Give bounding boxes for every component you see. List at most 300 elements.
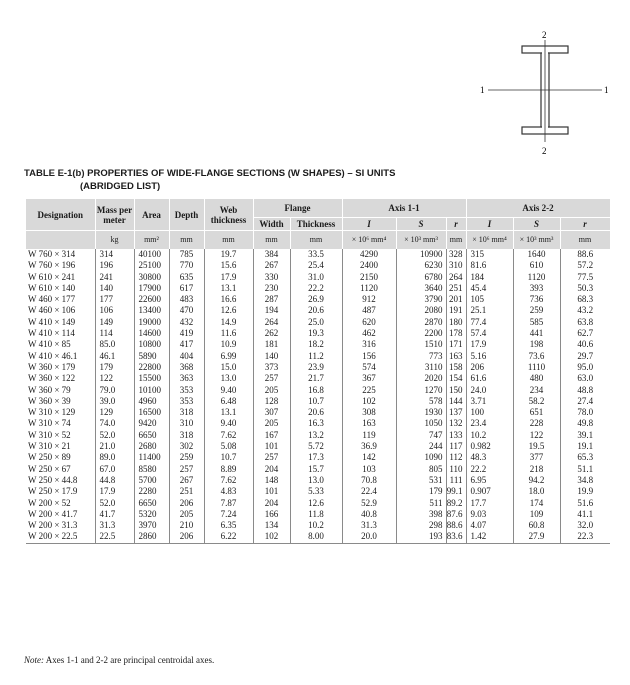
cell-mass: 44.8 [95,475,134,486]
cell-flange-width: 267 [253,260,290,271]
cell-axis22-r: 68.3 [560,294,610,305]
cell-flange-width: 373 [253,362,290,373]
unit-axis22-r: mm [560,231,610,250]
table-row [26,452,610,463]
cell-axis22-S: 174 [513,498,560,509]
cell-depth: 417 [169,339,204,350]
cell-flange-thickness: 5.72 [290,441,342,452]
cell-mass: 241 [95,272,134,283]
cell-designation: W 410 × 114 [28,328,75,339]
table-row [26,283,610,294]
cell-axis11-r: 87.6 [446,509,466,520]
cell-axis22-r: 63.8 [560,317,610,328]
cell-mass: 79.0 [95,385,134,396]
cell-flange-thickness: 8.00 [290,531,342,543]
header-axis-1-1: Axis 1-1 [342,199,466,218]
header-axis22-I: I [466,218,513,231]
cell-axis22-S: 610 [513,260,560,271]
cell-area: 2860 [134,531,169,543]
cell-designation: W 200 × 22.5 [26,531,95,543]
table-label: TABLE E-1(b) [24,168,85,179]
cell-axis22-S: 218 [513,464,560,475]
cell-axis11-S: 2870 [396,317,446,328]
cell-mass: 129 [95,407,134,418]
cell-area: 5700 [134,475,169,486]
cell-axis11-S: 578 [396,396,446,407]
header-flange-thickness: Thickness [290,218,342,231]
cell-web-thickness: 8.89 [204,464,253,475]
cell-flange-width: 181 [253,339,290,350]
cell-axis22-r: 48.8 [560,385,610,396]
wide-flange-cross-section-diagram [470,30,620,160]
cell-flange-width: 140 [253,351,290,362]
unit-axis22-I: × 10⁶ mm⁴ [466,231,513,250]
cell-flange-width: 384 [253,249,290,260]
cell-axis22-I: 0.982 [466,441,513,452]
cell-axis22-r: 22.3 [560,531,610,543]
cell-web-thickness: 9.40 [204,385,253,396]
cell-axis11-r: 191 [446,305,466,316]
cell-depth: 267 [169,475,204,486]
cell-axis22-I: 1.42 [466,531,513,543]
cell-flange-width: 257 [253,452,290,463]
cell-axis22-I: 22.2 [466,464,513,475]
cell-axis11-r: 137 [446,407,466,418]
unit-mass: kg [95,231,134,250]
cell-area: 30800 [134,272,169,283]
cell-axis11-r: 328 [446,249,466,260]
cell-mass: 314 [95,249,134,260]
note-label: Note: [24,655,44,665]
cell-axis11-r: 88.6 [446,520,466,531]
cell-axis22-r: 19.9 [560,486,610,497]
cell-depth: 635 [169,272,204,283]
cell-axis11-S: 1930 [396,407,446,418]
cell-axis11-I: 2400 [342,260,396,271]
cell-mass: 46.1 [95,351,134,362]
cell-web-thickness: 6.35 [204,520,253,531]
cell-axis22-I: 5.16 [466,351,513,362]
header-axis11-I: I [342,218,396,231]
cell-area: 17900 [134,283,169,294]
cell-axis11-I: 119 [342,430,396,441]
cell-axis11-r: 132 [446,418,466,429]
cell-flange-width: 128 [253,396,290,407]
table-row [26,520,610,531]
table-note [24,655,214,665]
cell-web-thickness: 16.6 [204,294,253,305]
cell-flange-thickness: 16.8 [290,385,342,396]
cell-axis11-r: 171 [446,339,466,350]
cell-flange-thickness: 19.3 [290,328,342,339]
cell-depth: 419 [169,328,204,339]
cell-axis11-I: 22.4 [342,486,396,497]
cell-axis22-r: 57.2 [560,260,610,271]
cell-flange-width: 205 [253,385,290,396]
cell-axis22-S: 651 [513,407,560,418]
cell-area: 10800 [134,339,169,350]
cell-designation: W 250 × 17.9 [28,486,78,497]
cell-axis11-r: 163 [446,351,466,362]
cell-mass: 85.0 [95,339,134,350]
cell-flange-width: 166 [253,509,290,520]
unit-designation [26,231,95,250]
cell-axis22-S: 19.5 [513,441,560,452]
unit-width: mm [253,231,290,250]
cell-flange-width: 307 [253,407,290,418]
cell-area: 11400 [134,452,169,463]
cell-flange-width: 262 [253,328,290,339]
cell-mass: 196 [95,260,134,271]
cell-axis22-I: 9.03 [466,509,513,520]
cell-designation: W 610 × 241 [28,271,76,282]
cell-axis11-S: 193 [396,531,446,543]
cell-web-thickness: 19.7 [204,249,253,260]
unit-axis11-S: × 10³ mm³ [396,231,446,250]
cell-axis11-I: 620 [342,317,396,328]
cell-axis11-I: 163 [342,418,396,429]
cell-depth: 404 [169,351,204,362]
cell-depth: 210 [169,520,204,531]
cell-axis11-r: 99.1 [446,486,466,497]
axis-label-left: 1 [480,85,485,95]
cell-mass: 106 [95,305,134,316]
table-row [26,339,610,350]
cell-designation: W 410 × 46.1 [28,350,78,361]
axis-label-top: 2 [542,30,547,40]
cell-depth: 205 [169,509,204,520]
cell-depth: 206 [169,498,204,509]
cell-axis22-S: 18.0 [513,486,560,497]
table-row [26,498,610,509]
cell-axis22-S: 27.9 [513,531,560,543]
cell-designation: W 360 × 179 [28,361,76,372]
cell-flange-thickness: 26.9 [290,294,342,305]
cell-area: 5890 [134,351,169,362]
cell-axis22-S: 109 [513,509,560,520]
cell-area: 2680 [134,441,169,452]
cell-axis11-I: 103 [342,464,396,475]
cell-axis11-S: 773 [396,351,446,362]
cell-flange-width: 257 [253,373,290,384]
table-row [26,373,610,384]
cell-axis11-S: 1270 [396,385,446,396]
cell-axis22-S: 259 [513,305,560,316]
cell-axis22-r: 43.2 [560,305,610,316]
cell-axis22-S: 73.6 [513,351,560,362]
cell-axis11-S: 3790 [396,294,446,305]
table-row [26,328,610,339]
cell-area: 4960 [134,396,169,407]
cell-depth: 368 [169,362,204,373]
cell-flange-thickness: 31.0 [290,272,342,283]
cell-web-thickness: 6.22 [204,531,253,543]
cell-designation: W 760 × 314 [28,249,76,259]
cell-axis22-S: 480 [513,373,560,384]
cell-axis22-S: 393 [513,283,560,294]
cell-axis11-r: 112 [446,452,466,463]
unit-area: mm² [134,231,169,250]
cell-flange-thickness: 17.3 [290,452,342,463]
table-row [26,531,610,543]
cell-area: 2280 [134,486,169,497]
cell-axis11-r: 264 [446,272,466,283]
cell-axis11-S: 3110 [396,362,446,373]
table-row [26,486,610,497]
cell-axis11-I: 31.3 [342,520,396,531]
cell-axis22-r: 32.0 [560,520,610,531]
table-row [26,305,610,316]
cell-axis22-I: 10.2 [466,430,513,441]
cell-axis22-r: 29.7 [560,351,610,362]
cell-mass: 39.0 [95,396,134,407]
cell-axis11-I: 912 [342,294,396,305]
cell-axis22-r: 49.8 [560,418,610,429]
cell-axis11-r: 111 [446,475,466,486]
cell-axis11-I: 4290 [342,249,396,260]
cell-axis11-r: 158 [446,362,466,373]
cell-axis22-I: 184 [466,272,513,283]
cell-flange-thickness: 20.6 [290,407,342,418]
cell-designation: W 310 × 21 [28,441,71,452]
cell-axis22-I: 57.4 [466,328,513,339]
cell-designation: W 460 × 106 [28,305,76,316]
table-row [26,475,610,486]
cell-mass: 89.0 [95,452,134,463]
cell-area: 5320 [134,509,169,520]
cell-axis11-S: 2020 [396,373,446,384]
cell-axis11-S: 10900 [396,249,446,260]
cell-axis22-r: 51.1 [560,464,610,475]
cell-axis11-I: 142 [342,452,396,463]
cell-web-thickness: 5.08 [204,441,253,452]
cell-area: 15500 [134,373,169,384]
cell-area: 25100 [134,260,169,271]
cell-axis22-r: 39.1 [560,430,610,441]
cell-flange-width: 204 [253,464,290,475]
cell-axis11-I: 308 [342,407,396,418]
cell-web-thickness: 6.48 [204,396,253,407]
cell-axis11-r: 310 [446,260,466,271]
table-row [26,509,610,520]
cell-axis11-S: 2080 [396,305,446,316]
cell-depth: 617 [169,283,204,294]
cell-axis11-I: 36.9 [342,441,396,452]
cell-axis22-r: 65.3 [560,452,610,463]
cell-web-thickness: 12.6 [204,305,253,316]
cell-axis22-I: 0.907 [466,486,513,497]
cell-depth: 470 [169,305,204,316]
cell-designation: W 360 × 79 [28,384,71,395]
cell-flange-width: 330 [253,272,290,283]
cell-axis11-S: 1090 [396,452,446,463]
cell-depth: 310 [169,418,204,429]
cell-web-thickness: 4.83 [204,486,253,497]
cell-axis22-r: 34.8 [560,475,610,486]
header-flange-width: Width [253,218,290,231]
cell-flange-thickness: 13.0 [290,475,342,486]
cell-area: 10100 [134,385,169,396]
cell-designation: W 200 × 41.7 [28,508,78,519]
cell-axis22-r: 62.7 [560,328,610,339]
cell-area: 14600 [134,328,169,339]
cell-axis22-I: 81.6 [466,260,513,271]
cell-axis11-I: 367 [342,373,396,384]
header-area: Area [134,199,169,231]
cell-axis11-r: 110 [446,464,466,475]
cell-area: 19000 [134,317,169,328]
header-flange: Flange [253,199,342,218]
cell-axis11-S: 511 [396,498,446,509]
cell-flange-thickness: 21.7 [290,373,342,384]
cell-flange-thickness: 25.4 [290,260,342,271]
cell-axis11-I: 1120 [342,283,396,294]
cell-designation: W 610 × 140 [28,282,76,293]
cell-designation: W 310 × 129 [28,407,76,418]
unit-web: mm [204,231,253,250]
cell-axis11-S: 805 [396,464,446,475]
cell-web-thickness: 9.40 [204,418,253,429]
cell-web-thickness: 13.0 [204,373,253,384]
cell-axis22-r: 27.4 [560,396,610,407]
cell-mass: 52.0 [95,498,134,509]
cell-axis22-S: 94.2 [513,475,560,486]
cell-web-thickness: 14.9 [204,317,253,328]
cell-axis11-r: 117 [446,441,466,452]
cell-axis11-I: 316 [342,339,396,350]
cell-axis11-r: 133 [446,430,466,441]
cell-flange-thickness: 22.2 [290,283,342,294]
cell-axis22-r: 41.1 [560,509,610,520]
cell-axis22-S: 58.2 [513,396,560,407]
unit-thickness: mm [290,231,342,250]
cell-mass: 52.0 [95,430,134,441]
cell-axis11-r: 83.6 [446,531,466,543]
table-row [26,441,610,452]
cell-designation: W 460 × 177 [28,294,76,305]
cell-depth: 259 [169,452,204,463]
cell-designation: W 410 × 85 [28,339,71,350]
cell-web-thickness: 13.1 [204,407,253,418]
table-title: PROPERTIES OF WIDE-FLANGE SECTIONS (W SHAPES) – SI UNITS [87,168,396,179]
table-row [26,351,610,362]
cell-axis22-I: 48.3 [466,452,513,463]
table-row [26,407,610,418]
cell-mass: 31.3 [95,520,134,531]
cell-web-thickness: 13.1 [204,283,253,294]
cell-axis22-r: 19.1 [560,441,610,452]
cell-axis11-S: 2200 [396,328,446,339]
cell-mass: 17.9 [95,486,134,497]
cell-flange-thickness: 13.2 [290,430,342,441]
cell-web-thickness: 7.24 [204,509,253,520]
cell-web-thickness: 7.87 [204,498,253,509]
header-axis22-r: r [560,218,610,231]
cell-axis11-r: 154 [446,373,466,384]
cell-flange-thickness: 15.7 [290,464,342,475]
cell-area: 6650 [134,430,169,441]
cell-depth: 363 [169,373,204,384]
table-row [26,464,610,475]
cell-axis11-I: 225 [342,385,396,396]
table-subtitle: (ABRIDGED LIST) [80,181,161,192]
cell-mass: 177 [95,294,134,305]
cell-mass: 22.5 [95,531,134,543]
cell-axis22-I: 17.9 [466,339,513,350]
cell-flange-thickness: 12.6 [290,498,342,509]
cell-axis22-S: 122 [513,430,560,441]
cell-axis22-I: 77.4 [466,317,513,328]
table-row [26,418,610,429]
cell-designation: W 310 × 74 [28,418,71,429]
cell-flange-width: 101 [253,486,290,497]
cell-designation: W 200 × 31.3 [28,520,78,531]
cell-axis22-I: 23.4 [466,418,513,429]
cell-depth: 483 [169,294,204,305]
cell-area: 22800 [134,362,169,373]
cell-axis11-r: 150 [446,385,466,396]
cell-axis22-S: 1120 [513,272,560,283]
cell-axis22-I: 105 [466,294,513,305]
unit-axis11-r: mm [446,231,466,250]
cell-axis11-I: 574 [342,362,396,373]
cell-mass: 179 [95,362,134,373]
cell-flange-width: 148 [253,475,290,486]
cell-flange-width: 134 [253,520,290,531]
cell-depth: 302 [169,441,204,452]
cell-mass: 21.0 [95,441,134,452]
cell-axis22-S: 377 [513,452,560,463]
table-body [26,249,610,543]
cell-axis22-I: 100 [466,407,513,418]
cell-mass: 140 [95,283,134,294]
cell-depth: 770 [169,260,204,271]
cell-web-thickness: 15.6 [204,260,253,271]
cell-area: 8580 [134,464,169,475]
cell-flange-thickness: 25.0 [290,317,342,328]
cell-web-thickness: 10.7 [204,452,253,463]
cell-area: 6650 [134,498,169,509]
cell-axis22-r: 51.6 [560,498,610,509]
cell-axis22-r: 95.0 [560,362,610,373]
cell-axis22-r: 63.0 [560,373,610,384]
cell-axis22-I: 25.1 [466,305,513,316]
cell-web-thickness: 11.6 [204,328,253,339]
cell-area: 40100 [134,249,169,260]
cell-flange-thickness: 11.8 [290,509,342,520]
cell-axis11-I: 102 [342,396,396,407]
table-row [26,362,610,373]
cell-axis22-I: 315 [466,249,513,260]
table-row [26,430,610,441]
cell-mass: 67.0 [95,464,134,475]
cell-web-thickness: 10.9 [204,339,253,350]
cell-web-thickness: 6.99 [204,351,253,362]
cell-axis11-S: 747 [396,430,446,441]
cell-axis22-r: 40.6 [560,339,610,350]
cell-flange-thickness: 18.2 [290,339,342,350]
cell-designation: W 360 × 122 [28,373,76,384]
cell-area: 16500 [134,407,169,418]
table-row [26,249,610,260]
cell-axis11-r: 201 [446,294,466,305]
cell-axis11-S: 298 [396,520,446,531]
cell-designation: W 250 × 67 [28,463,71,474]
cell-axis11-r: 180 [446,317,466,328]
cell-axis11-r: 251 [446,283,466,294]
cell-axis11-I: 40.8 [342,509,396,520]
cell-axis22-r: 50.3 [560,283,610,294]
